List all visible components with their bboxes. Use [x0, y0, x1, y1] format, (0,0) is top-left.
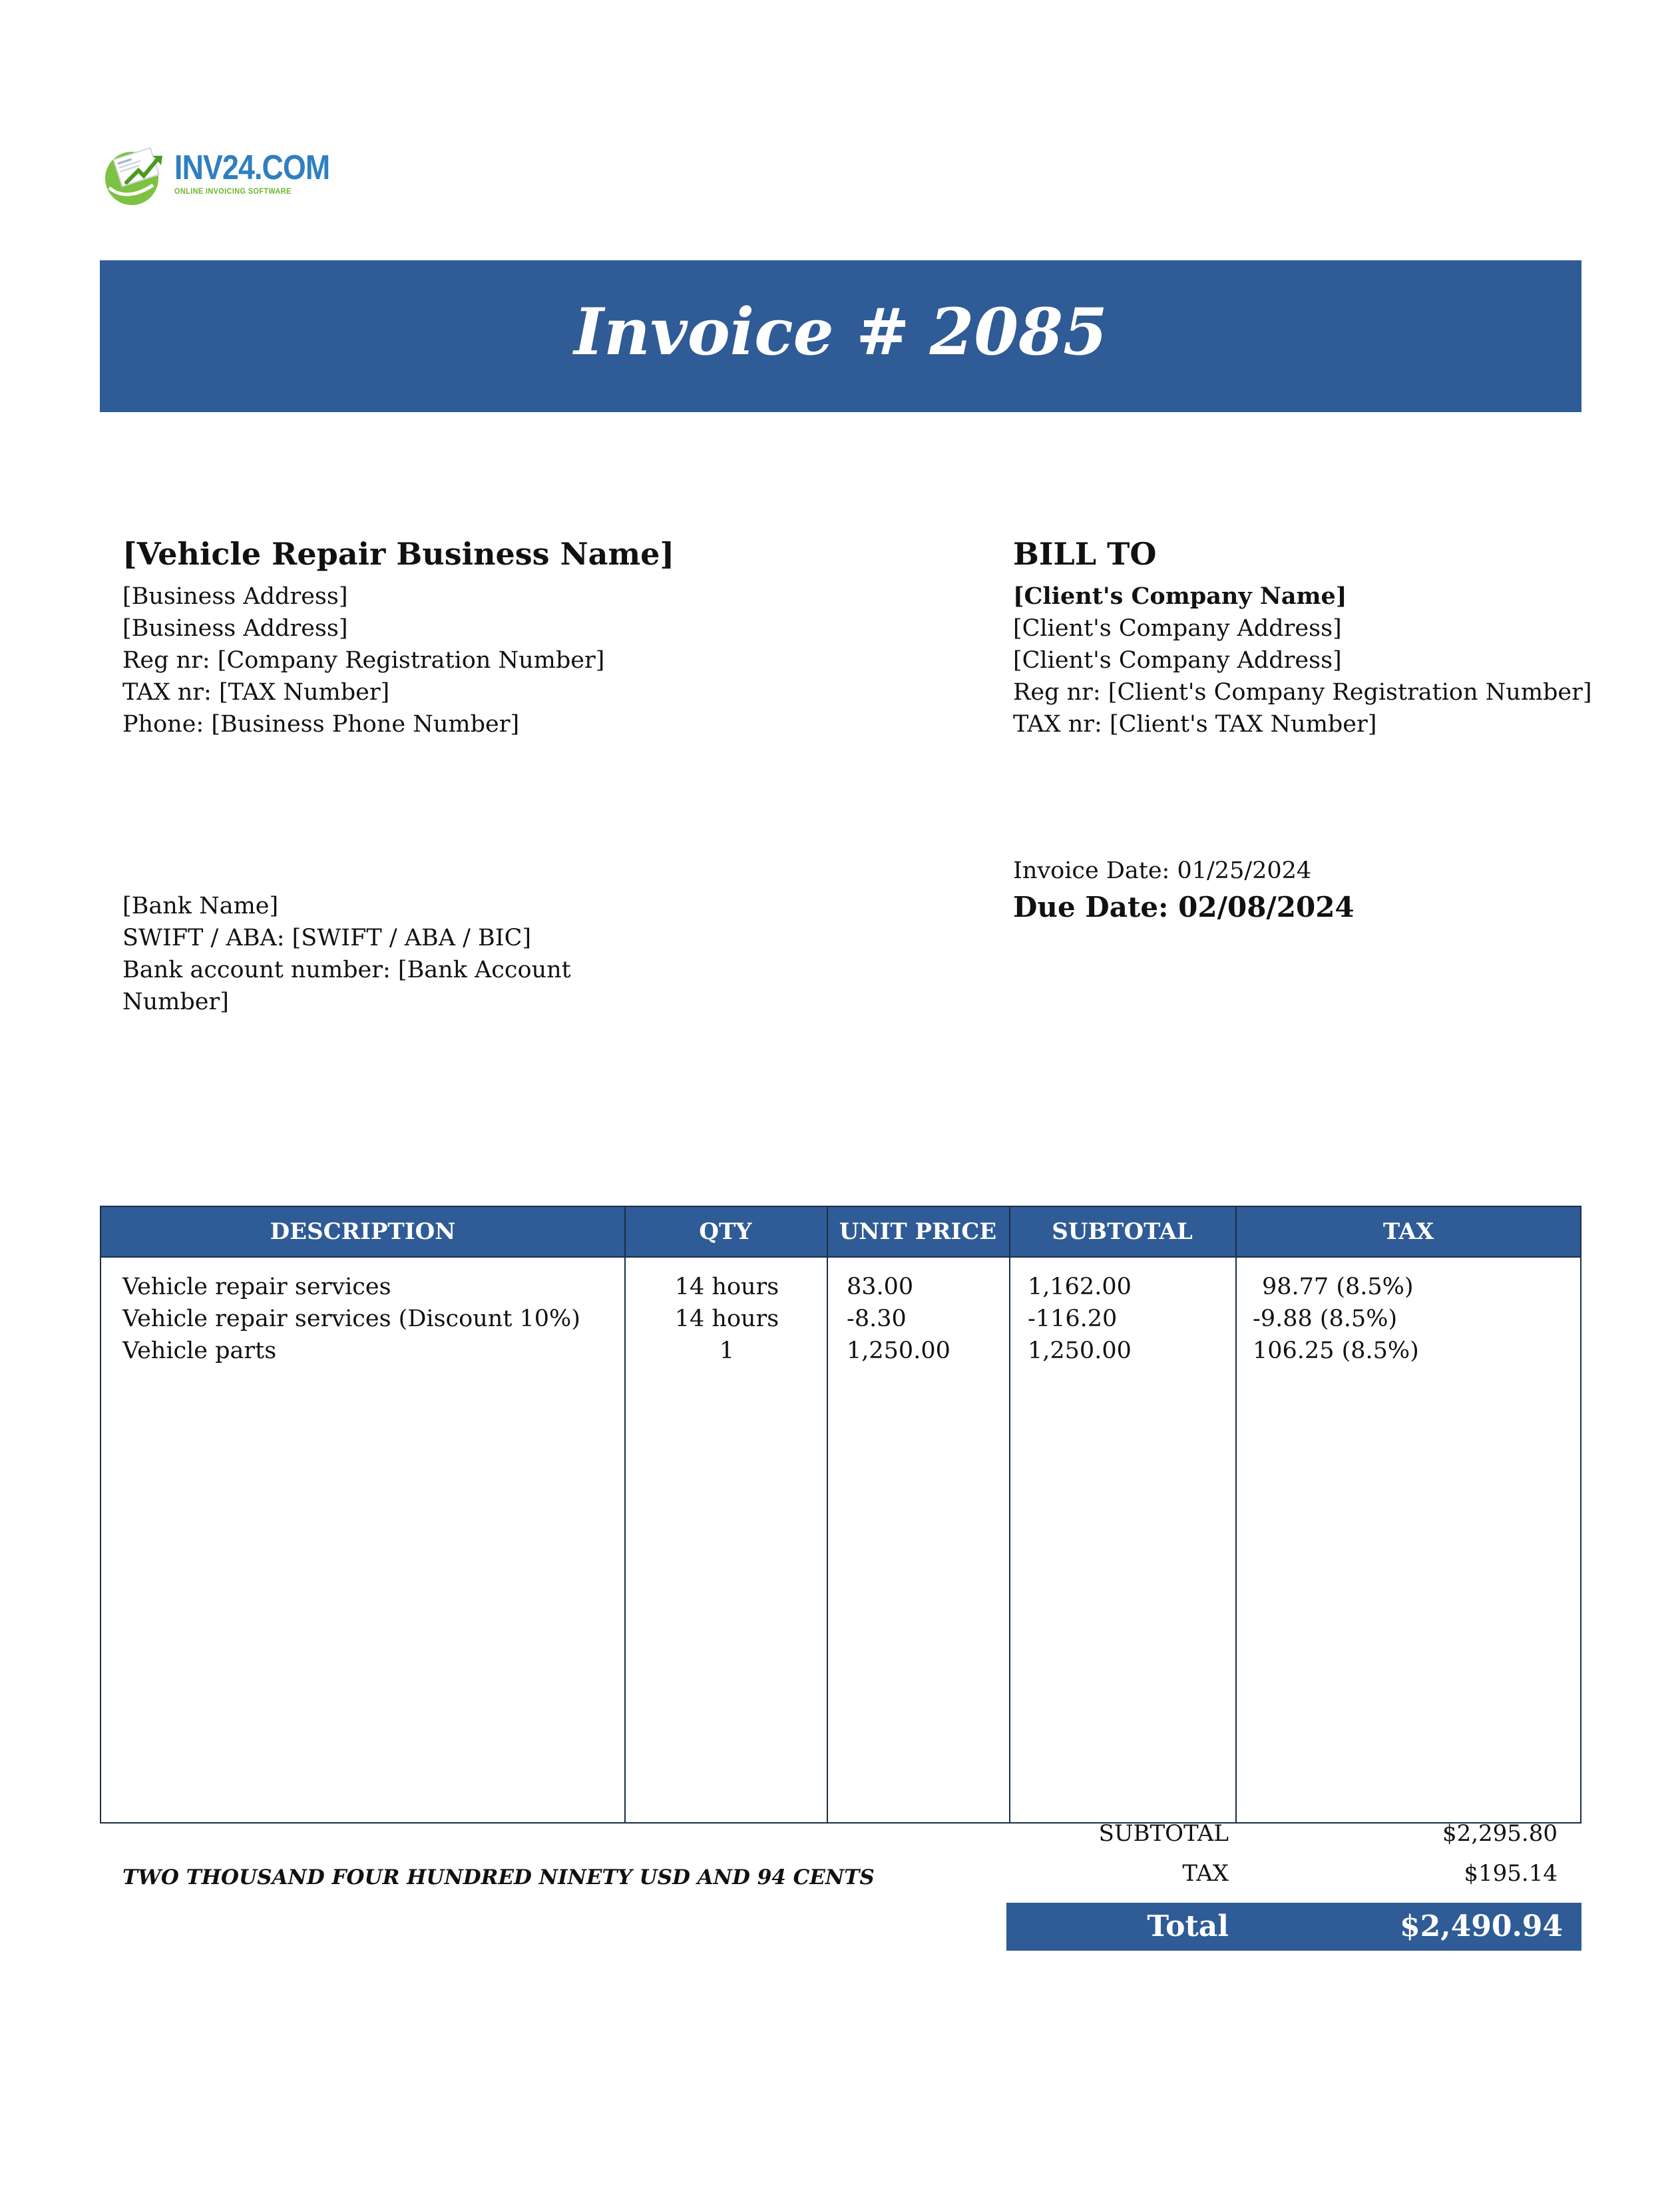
column-unit-price: [847, 1271, 1013, 1367]
column-qty: [627, 1271, 827, 1367]
row-1-description: Vehicle repair services: [122, 1274, 391, 1300]
client-address-2: [Client's Company Address]: [1013, 647, 1342, 674]
due-date: Due Date: 02/08/2024: [1013, 891, 1355, 923]
column-tax: [1253, 1271, 1559, 1367]
tax-value: $195.14: [1464, 1860, 1558, 1887]
subtotal-value: $2,295.80: [1442, 1820, 1558, 1847]
bill-to-heading: BILL TO: [1013, 536, 1157, 572]
client-company-name: [Client's Company Name]: [1013, 583, 1347, 610]
bank-name: [Bank Name]: [122, 893, 279, 919]
bank-account-line-2: Number]: [122, 989, 229, 1015]
invoice-dates: [1013, 855, 1612, 928]
bill-to: [1013, 533, 1612, 740]
business-phone: Phone: [Business Phone Number]: [122, 711, 520, 738]
tax-label: TAX: [1182, 1860, 1229, 1887]
client-reg-number: Reg nr: [Client's Company Registration Number]: [1013, 679, 1592, 706]
amount-in-words: TWO THOUSAND FOUR HUNDRED NINETY USD AND 94 CENTS: [122, 1865, 875, 1889]
business-address-2: [Business Address]: [122, 615, 348, 642]
row-3-subtotal: 1,250.00: [1028, 1338, 1132, 1364]
logo-name: INV24.COM: [174, 148, 330, 187]
items-table: [100, 1206, 1581, 1824]
invoice-title-prefix: Invoice #: [574, 294, 910, 369]
row-2-unit-price: -8.30: [847, 1306, 907, 1332]
header-tax: TAX: [1382, 1218, 1434, 1245]
row-1-tax: 98.77 (8.5%): [1262, 1274, 1414, 1300]
company-logo: [100, 141, 330, 208]
header-qty: QTY: [699, 1218, 752, 1245]
invoice-title: [100, 292, 1581, 372]
total-value: $2,490.94: [1400, 1909, 1563, 1943]
logo-tagline: ONLINE INVOICING SOFTWARE: [174, 186, 292, 196]
header-subtotal: SUBTOTAL: [1052, 1218, 1193, 1245]
column-subtotal: [1028, 1271, 1241, 1367]
total-label: Total: [1147, 1909, 1229, 1943]
business-name: [Vehicle Repair Business Name]: [122, 536, 675, 572]
row-2-description: Vehicle repair services (Discount 10%): [122, 1306, 580, 1332]
row-2-subtotal: -116.20: [1028, 1306, 1118, 1332]
client-address-1: [Client's Company Address]: [1013, 615, 1342, 642]
invoice-number: 2085: [929, 294, 1108, 369]
subtotal-label: SUBTOTAL: [1098, 1820, 1229, 1847]
header-description: DESCRIPTION: [270, 1218, 456, 1245]
header-divider: [101, 1256, 1580, 1258]
header-unit-price: UNIT PRICE: [839, 1218, 997, 1245]
row-1-qty: 14 hours: [674, 1274, 779, 1300]
bank-account-line-1: Bank account number: [Bank Account: [122, 957, 571, 983]
bank-info: [122, 890, 602, 1018]
client-tax-number: TAX nr: [Client's TAX Number]: [1013, 711, 1377, 738]
invoice-date: Invoice Date: 01/25/2024: [1013, 857, 1312, 884]
business-info: [122, 533, 855, 740]
column-divider: [827, 1207, 828, 1822]
row-3-description: Vehicle parts: [122, 1338, 277, 1364]
table-header: [101, 1207, 1580, 1256]
logo-mark-icon: [100, 141, 169, 208]
row-2-qty: 14 hours: [674, 1306, 779, 1332]
column-description: [122, 1271, 615, 1367]
column-divider: [624, 1207, 626, 1822]
invoice-title-band: [100, 260, 1581, 412]
row-3-tax: 106.25 (8.5%): [1253, 1338, 1419, 1364]
row-2-tax: -9.88 (8.5%): [1253, 1306, 1398, 1332]
row-3-unit-price: 1,250.00: [847, 1338, 950, 1364]
row-1-subtotal: 1,162.00: [1028, 1274, 1132, 1300]
row-1-unit-price: 83.00: [847, 1274, 914, 1300]
total-band: [1006, 1903, 1581, 1951]
row-3-qty: 1: [719, 1338, 735, 1364]
business-address-1: [Business Address]: [122, 583, 348, 610]
business-tax-number: TAX nr: [TAX Number]: [122, 679, 390, 706]
business-reg-number: Reg nr: [Company Registration Number]: [122, 647, 605, 674]
bank-swift: SWIFT / ABA: [SWIFT / ABA / BIC]: [122, 925, 532, 951]
